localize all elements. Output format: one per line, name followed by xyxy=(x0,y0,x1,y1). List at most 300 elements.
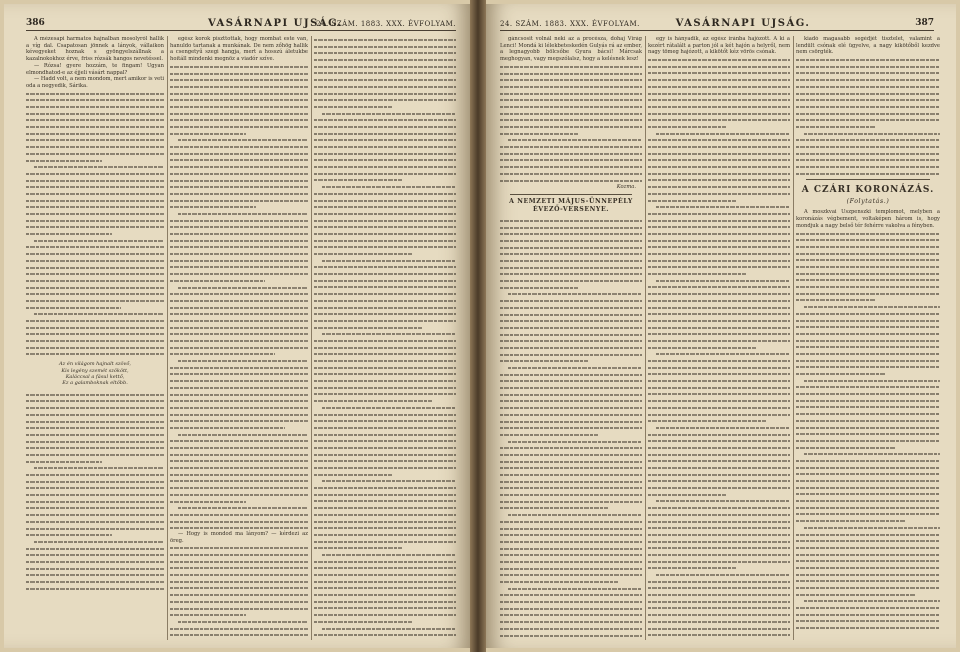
text-line xyxy=(500,317,642,324)
text-line xyxy=(26,511,164,518)
left-page-header xyxy=(26,14,456,31)
text-line xyxy=(170,297,308,304)
text-line xyxy=(500,458,642,465)
text-line xyxy=(178,618,308,625)
text-line xyxy=(170,63,308,70)
text-line xyxy=(648,170,790,177)
text-line xyxy=(796,484,940,491)
text-line xyxy=(656,571,790,578)
text-line xyxy=(314,604,456,611)
text-line xyxy=(314,76,456,83)
poem-line: Ez a galamboknak eltöbb. xyxy=(62,380,128,387)
text-line xyxy=(648,123,726,130)
text-line xyxy=(500,571,642,578)
text-line xyxy=(500,525,642,532)
text-line xyxy=(648,116,790,123)
section-divider xyxy=(806,179,930,180)
right-column-2 xyxy=(648,36,790,640)
text-line xyxy=(170,76,308,83)
text-line xyxy=(796,497,940,504)
text-line xyxy=(796,510,940,517)
text-line xyxy=(796,517,905,524)
column-rule xyxy=(167,36,168,640)
text-line xyxy=(500,156,642,163)
text-line xyxy=(314,270,456,277)
text-line xyxy=(796,283,940,290)
text-line xyxy=(314,357,456,364)
text-line xyxy=(648,477,790,484)
text-line xyxy=(314,170,456,177)
text-line xyxy=(314,578,456,585)
text-line xyxy=(648,558,790,565)
text-line xyxy=(26,230,112,237)
text-line xyxy=(648,190,790,197)
text-line xyxy=(648,518,790,525)
text-line xyxy=(170,364,308,371)
text-line xyxy=(648,243,790,250)
text-line xyxy=(648,283,790,290)
text-line xyxy=(796,236,940,243)
text-line xyxy=(170,498,246,505)
text-line xyxy=(314,518,456,525)
text-line xyxy=(26,444,164,451)
text-line xyxy=(500,377,642,384)
text-line xyxy=(500,123,642,130)
text-line xyxy=(796,430,940,437)
text-line xyxy=(170,451,308,458)
text-line xyxy=(500,538,642,545)
text-line xyxy=(648,524,790,531)
text-line xyxy=(170,457,308,464)
text-line xyxy=(796,444,895,451)
text-line xyxy=(796,337,940,344)
text-line xyxy=(170,290,308,297)
text-line xyxy=(656,424,790,431)
text-line xyxy=(796,470,940,477)
text-line xyxy=(648,625,790,632)
text-line xyxy=(314,297,456,304)
text-line xyxy=(170,190,308,197)
text-line xyxy=(500,230,642,237)
text-line xyxy=(26,243,164,250)
right-col3-text-block-2 xyxy=(796,230,940,631)
left-column-3 xyxy=(314,36,456,640)
text-line xyxy=(170,584,308,591)
text-line xyxy=(178,284,308,291)
text-line xyxy=(170,491,308,498)
text-line xyxy=(26,504,164,511)
text-line xyxy=(26,525,164,532)
text-line xyxy=(170,163,308,170)
text-line xyxy=(500,518,642,525)
text-line xyxy=(796,276,940,283)
text-line xyxy=(804,524,940,531)
right-col1-text-block xyxy=(500,63,642,183)
right-col3-body: A moszkvai Uszpenszki templomot, melyben a koronázás végbement, voltaképen három is, hogy mondjuk a nagy belső tér fehérre vakolva a fényben. xyxy=(796,209,940,229)
text-line xyxy=(796,90,940,97)
text-line xyxy=(170,243,308,250)
text-line xyxy=(796,477,940,484)
text-line xyxy=(170,156,308,163)
text-line xyxy=(648,237,790,244)
text-line xyxy=(26,458,102,465)
text-line xyxy=(648,531,790,538)
text-line xyxy=(314,531,456,538)
text-line xyxy=(500,297,642,304)
text-line xyxy=(26,264,164,271)
text-line xyxy=(648,538,790,545)
text-line xyxy=(314,511,456,518)
book-gutter xyxy=(470,0,486,652)
text-line xyxy=(170,518,308,525)
text-line xyxy=(796,296,875,303)
text-line xyxy=(26,411,164,418)
text-line xyxy=(508,136,642,143)
text-line xyxy=(648,631,790,638)
text-line xyxy=(178,210,308,217)
text-line xyxy=(500,397,642,404)
text-line xyxy=(500,96,642,103)
text-line xyxy=(314,584,456,591)
text-line xyxy=(314,150,456,157)
text-line xyxy=(648,584,790,591)
text-line xyxy=(648,578,790,585)
column-rule xyxy=(645,36,646,640)
text-line xyxy=(26,418,164,425)
text-line xyxy=(314,611,456,618)
text-line xyxy=(26,150,164,157)
text-line xyxy=(314,397,432,404)
text-line xyxy=(170,404,308,411)
text-line xyxy=(322,477,456,484)
text-line xyxy=(656,350,790,357)
text-line xyxy=(170,330,308,337)
text-line xyxy=(796,357,940,364)
text-line xyxy=(314,370,456,377)
text-line xyxy=(26,223,164,230)
text-line xyxy=(796,156,940,163)
text-line xyxy=(314,431,456,438)
text-line xyxy=(26,424,164,431)
text-line xyxy=(500,404,642,411)
text-line xyxy=(26,344,164,351)
text-line xyxy=(26,304,121,311)
text-line xyxy=(314,43,456,50)
text-line xyxy=(796,571,940,578)
text-line xyxy=(796,617,940,624)
text-line xyxy=(178,504,308,511)
right-col2-text-block xyxy=(648,56,790,640)
text-line xyxy=(170,444,308,451)
text-line xyxy=(500,551,642,558)
article-title-rowing: A NEMZETI MÁJUS-ÜNNEPÉLY ÉVEZŐ-VERSENYE. xyxy=(509,197,633,213)
text-line xyxy=(34,310,164,317)
text-line xyxy=(648,324,790,331)
text-line xyxy=(314,437,456,444)
text-line xyxy=(648,404,790,411)
text-line xyxy=(314,176,402,183)
left-col1-text-block xyxy=(26,90,164,358)
text-line xyxy=(796,417,940,424)
left-column-2 xyxy=(170,36,308,640)
text-line xyxy=(648,304,790,311)
text-line xyxy=(656,277,790,284)
text-line xyxy=(314,451,456,458)
left-column-1 xyxy=(26,36,164,640)
text-line xyxy=(796,464,940,471)
text-line xyxy=(648,457,790,464)
text-line xyxy=(648,417,766,424)
text-line xyxy=(500,351,642,358)
text-line xyxy=(170,611,246,618)
text-line xyxy=(26,123,164,130)
text-line xyxy=(26,90,164,97)
text-line xyxy=(796,531,940,538)
text-line xyxy=(314,324,422,331)
text-line xyxy=(796,350,940,357)
text-line xyxy=(26,217,164,224)
text-line xyxy=(170,116,308,123)
text-line xyxy=(170,177,308,184)
text-line xyxy=(170,90,308,97)
poem-line: Az én világom hajnalt szövő, xyxy=(59,361,131,368)
text-line xyxy=(796,150,940,157)
text-line xyxy=(500,504,608,511)
text-line xyxy=(648,591,790,598)
text-line xyxy=(26,451,164,458)
left-date-line: 24. SZÁM. 1883. XXX. ÉVFOLYAM. xyxy=(316,20,456,28)
text-line xyxy=(170,598,308,605)
right-col1-text-block-2 xyxy=(500,217,642,640)
text-line xyxy=(500,491,642,498)
text-line xyxy=(314,571,456,578)
text-line xyxy=(648,357,790,364)
text-line xyxy=(648,330,790,337)
text-line xyxy=(656,497,790,504)
text-line xyxy=(500,277,642,284)
text-line xyxy=(170,143,308,150)
text-line xyxy=(314,598,456,605)
text-line xyxy=(170,304,308,311)
text-line xyxy=(648,437,790,444)
text-line xyxy=(314,484,456,491)
right-col3-opening: kiadó magasabb segédjét tisztelet, valamint a lendült csónak elé ügyelve, a nagy kikötőből kezdve nem csörgték. xyxy=(796,36,940,56)
text-line xyxy=(314,497,456,504)
text-line xyxy=(648,564,736,571)
text-line xyxy=(508,511,642,518)
section-divider xyxy=(510,194,632,195)
text-line xyxy=(26,177,164,184)
text-line xyxy=(500,344,642,351)
text-line xyxy=(500,130,578,137)
text-line xyxy=(170,551,308,558)
text-line xyxy=(648,83,790,90)
text-line xyxy=(26,324,164,331)
text-line xyxy=(500,311,642,318)
text-line xyxy=(500,163,642,170)
text-line xyxy=(170,558,308,565)
text-line xyxy=(322,625,456,632)
text-line xyxy=(500,605,642,612)
text-line xyxy=(648,544,790,551)
text-line xyxy=(796,330,940,337)
text-line xyxy=(648,103,790,110)
text-line xyxy=(170,170,308,177)
text-line xyxy=(500,217,642,224)
left-page xyxy=(4,4,470,648)
text-line xyxy=(796,243,940,250)
text-line xyxy=(796,624,940,631)
text-line xyxy=(500,565,642,572)
text-line xyxy=(500,384,642,391)
text-line xyxy=(648,156,790,163)
text-line xyxy=(648,270,746,277)
text-line xyxy=(796,83,940,90)
text-line xyxy=(170,544,308,551)
text-line xyxy=(500,83,642,90)
text-line xyxy=(26,571,164,578)
text-line xyxy=(26,110,164,117)
text-line xyxy=(796,544,940,551)
text-line xyxy=(648,444,790,451)
right-running-title: VASÁRNAPI UJSÁG. xyxy=(675,18,811,29)
text-line xyxy=(322,183,456,190)
text-line xyxy=(796,564,940,571)
text-line xyxy=(170,217,308,224)
text-line xyxy=(314,210,456,217)
text-line xyxy=(314,350,456,357)
text-line xyxy=(500,618,642,625)
text-line xyxy=(170,277,265,284)
text-line xyxy=(26,498,164,505)
text-line xyxy=(648,136,790,143)
text-line xyxy=(170,110,308,117)
text-line xyxy=(796,256,940,263)
text-line xyxy=(170,324,308,331)
text-line xyxy=(314,377,456,384)
text-line xyxy=(648,230,790,237)
right-column-1 xyxy=(500,36,642,640)
text-line xyxy=(500,411,642,418)
left-page-number: 386 xyxy=(26,18,45,28)
text-line xyxy=(26,438,164,445)
text-line xyxy=(500,304,642,311)
text-line xyxy=(314,290,456,297)
text-line xyxy=(500,424,642,431)
text-line xyxy=(170,337,308,344)
text-line xyxy=(500,103,642,110)
left-col1-text-block-2 xyxy=(26,391,164,592)
text-line xyxy=(314,163,456,170)
text-line xyxy=(26,203,164,210)
text-line xyxy=(26,404,164,411)
text-line xyxy=(500,257,642,264)
text-line xyxy=(648,471,790,478)
text-line xyxy=(314,197,456,204)
text-line xyxy=(26,471,164,478)
text-line xyxy=(648,176,790,183)
text-line xyxy=(796,390,940,397)
left-col2-dialog: — Hogy is mondod ma lányom? — kérdezi az öreg. xyxy=(170,530,308,544)
text-line xyxy=(648,397,790,404)
text-line xyxy=(26,337,164,344)
text-line xyxy=(34,237,164,244)
text-line xyxy=(26,531,112,538)
text-line xyxy=(34,464,164,471)
left-col1-dialog-1: — Rózsa! gyere hozzám, te fingam! Ugyan elmondhatod-e az éjjeli vásárt nappal? xyxy=(26,62,164,76)
text-line xyxy=(648,297,790,304)
text-line xyxy=(796,63,940,70)
text-line xyxy=(178,357,308,364)
text-line xyxy=(170,310,308,317)
text-line xyxy=(648,511,790,518)
text-line xyxy=(796,56,940,63)
text-line xyxy=(170,564,308,571)
text-line xyxy=(314,638,456,640)
text-line xyxy=(314,304,456,311)
text-line xyxy=(648,411,790,418)
text-line xyxy=(500,484,642,491)
text-line xyxy=(500,471,642,478)
text-line xyxy=(170,123,308,130)
text-line xyxy=(170,270,308,277)
text-line xyxy=(648,223,790,230)
text-line xyxy=(170,591,308,598)
text-line xyxy=(796,96,940,103)
text-line xyxy=(656,130,790,137)
text-line xyxy=(648,598,790,605)
text-line xyxy=(796,310,940,317)
text-line xyxy=(500,531,642,538)
text-line xyxy=(648,364,790,371)
text-line xyxy=(314,544,402,551)
text-line xyxy=(314,116,456,123)
text-line xyxy=(314,491,456,498)
text-line xyxy=(796,270,940,277)
text-line xyxy=(314,618,412,625)
text-line xyxy=(648,183,790,190)
text-line xyxy=(500,591,642,598)
text-line xyxy=(314,237,456,244)
text-line xyxy=(314,230,456,237)
text-line xyxy=(170,150,308,157)
text-line xyxy=(796,230,940,237)
text-line xyxy=(314,464,456,471)
text-line xyxy=(314,591,456,598)
text-line xyxy=(500,558,642,565)
text-line xyxy=(500,244,642,251)
text-line xyxy=(26,183,164,190)
text-line xyxy=(170,605,308,612)
text-line xyxy=(322,404,456,411)
text-line xyxy=(26,116,164,123)
text-line xyxy=(314,243,456,250)
text-line xyxy=(500,371,642,378)
text-line xyxy=(26,250,164,257)
text-line xyxy=(170,484,308,491)
text-line xyxy=(500,324,642,331)
text-line xyxy=(26,391,164,398)
text-line xyxy=(170,524,308,531)
text-line xyxy=(170,625,308,632)
text-line xyxy=(170,437,308,444)
text-line xyxy=(170,464,308,471)
text-line xyxy=(648,390,790,397)
text-line xyxy=(500,70,642,77)
text-line xyxy=(314,96,456,103)
text-line xyxy=(314,90,456,97)
text-line xyxy=(314,411,456,418)
